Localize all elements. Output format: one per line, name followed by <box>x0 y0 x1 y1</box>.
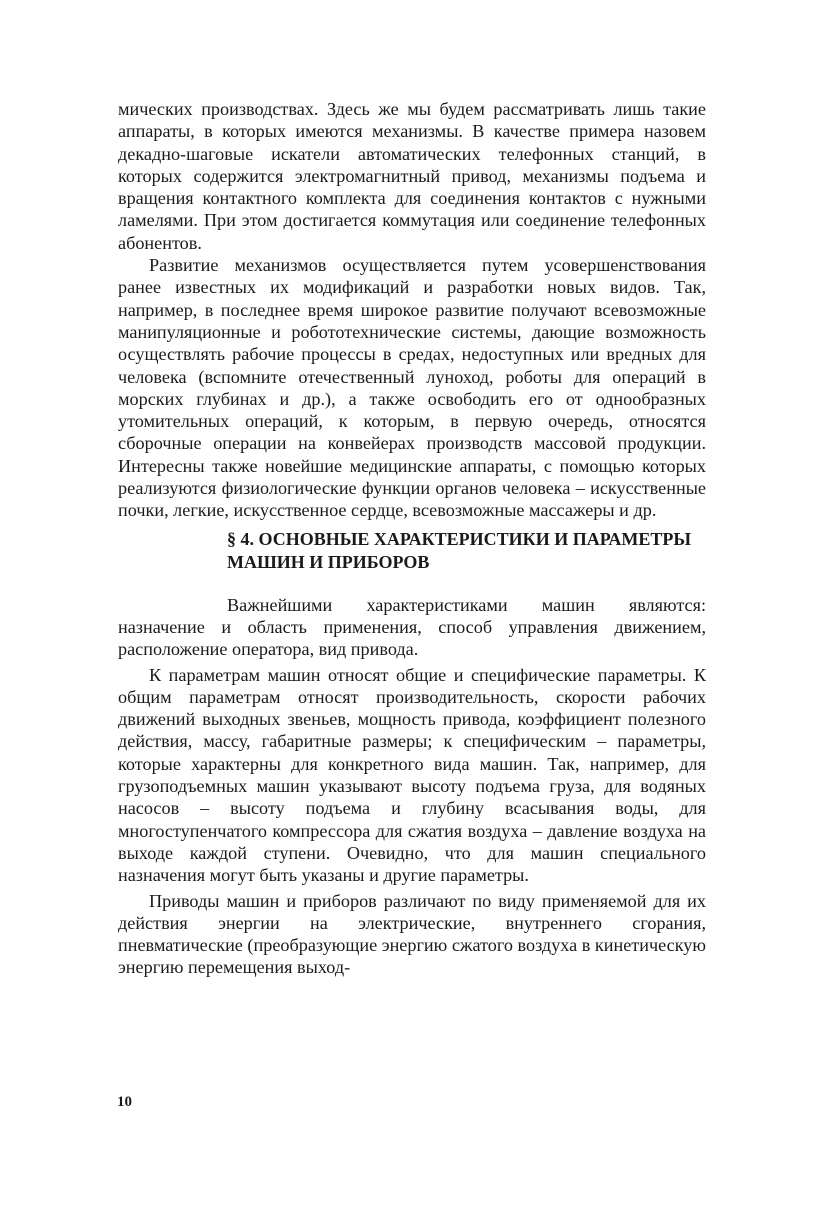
page-body <box>118 98 706 979</box>
paragraph-intro-continuation: мических производствах. Здесь же мы будем рассматривать лишь такие аппараты, в которых имеются механизмы. В качестве примера назовем декадно-шаговые искатели автоматических телефонных станций, в которых содержится электромагнитный привод, механизмы подъема и вращения контактного комплекта для соединения контактов с нужными ламелями. При этом достигается коммутация или соединение телефонных абонентов. <box>118 99 706 253</box>
section-heading <box>118 528 706 574</box>
paragraph-drive-types: Приводы машин и приборов различают по виду применяемой для их действия энергии на электрические, внутреннего сгорания, пневматические (преобразующие энергию сжатого воздуха в кинетическую энергию перемещения выход- <box>118 890 706 978</box>
section-heading-line-1: § 4. ОСНОВНЫЕ ХАРАКТЕРИСТИКИ И ПАРАМЕТРЫ <box>227 528 692 549</box>
paragraph-machine-parameters: К параметрам машин относят общие и специфические параметры. К общим параметрам относят производительность, скорости рабочих движений выходных звеньев, мощность привода, коэффициент полезного действия, массу, габаритные размеры; к специфическим – параметры, которые характерны для конкретного вида машин. Так, например, для грузоподъемных машин указывают высоту подъема груза, для водяных насосов – высоту подъема и глубину всасывания воды, для многоступенчатого компрессора для сжатия воздуха – давление воздуха на выходе каждой ступени. Очевидно, что для машин специального назначения могут быть указаны и другие параметры. <box>118 664 706 886</box>
paragraph-main-characteristics: Важнейшими характеристиками машин являются: назначение и область применения, способ управления движением, расположение оператора, вид привода. <box>118 594 706 660</box>
paragraph-mechanism-development: Развитие механизмов осуществляется путем усовершенствования ранее известных их модификаций и разработки новых видов. Так, например, в последнее время широкое развитие получают всевозможные манипуляционные и робототехнические системы, дающие возможность осуществлять рабочие процессы в средах, недоступных или вредных для человека (вспомните отечественный луноход, роботы для операций в морских глубинах и др.), а также освободить его от однообразных утомительных операций, к которым, в первую очередь, относятся сборочные операции на конвейерах производств массовой продукции. Интересны также новейшие медицинские аппараты, с помощью которых реализуются физиологические функции органов человека – искусственные почки, легкие, искусственное сердце, всевозможные массажеры и др. <box>118 255 706 521</box>
section-heading-line-2: МАШИН И ПРИБОРОВ <box>227 551 430 572</box>
page-number: 10 <box>117 1094 132 1110</box>
